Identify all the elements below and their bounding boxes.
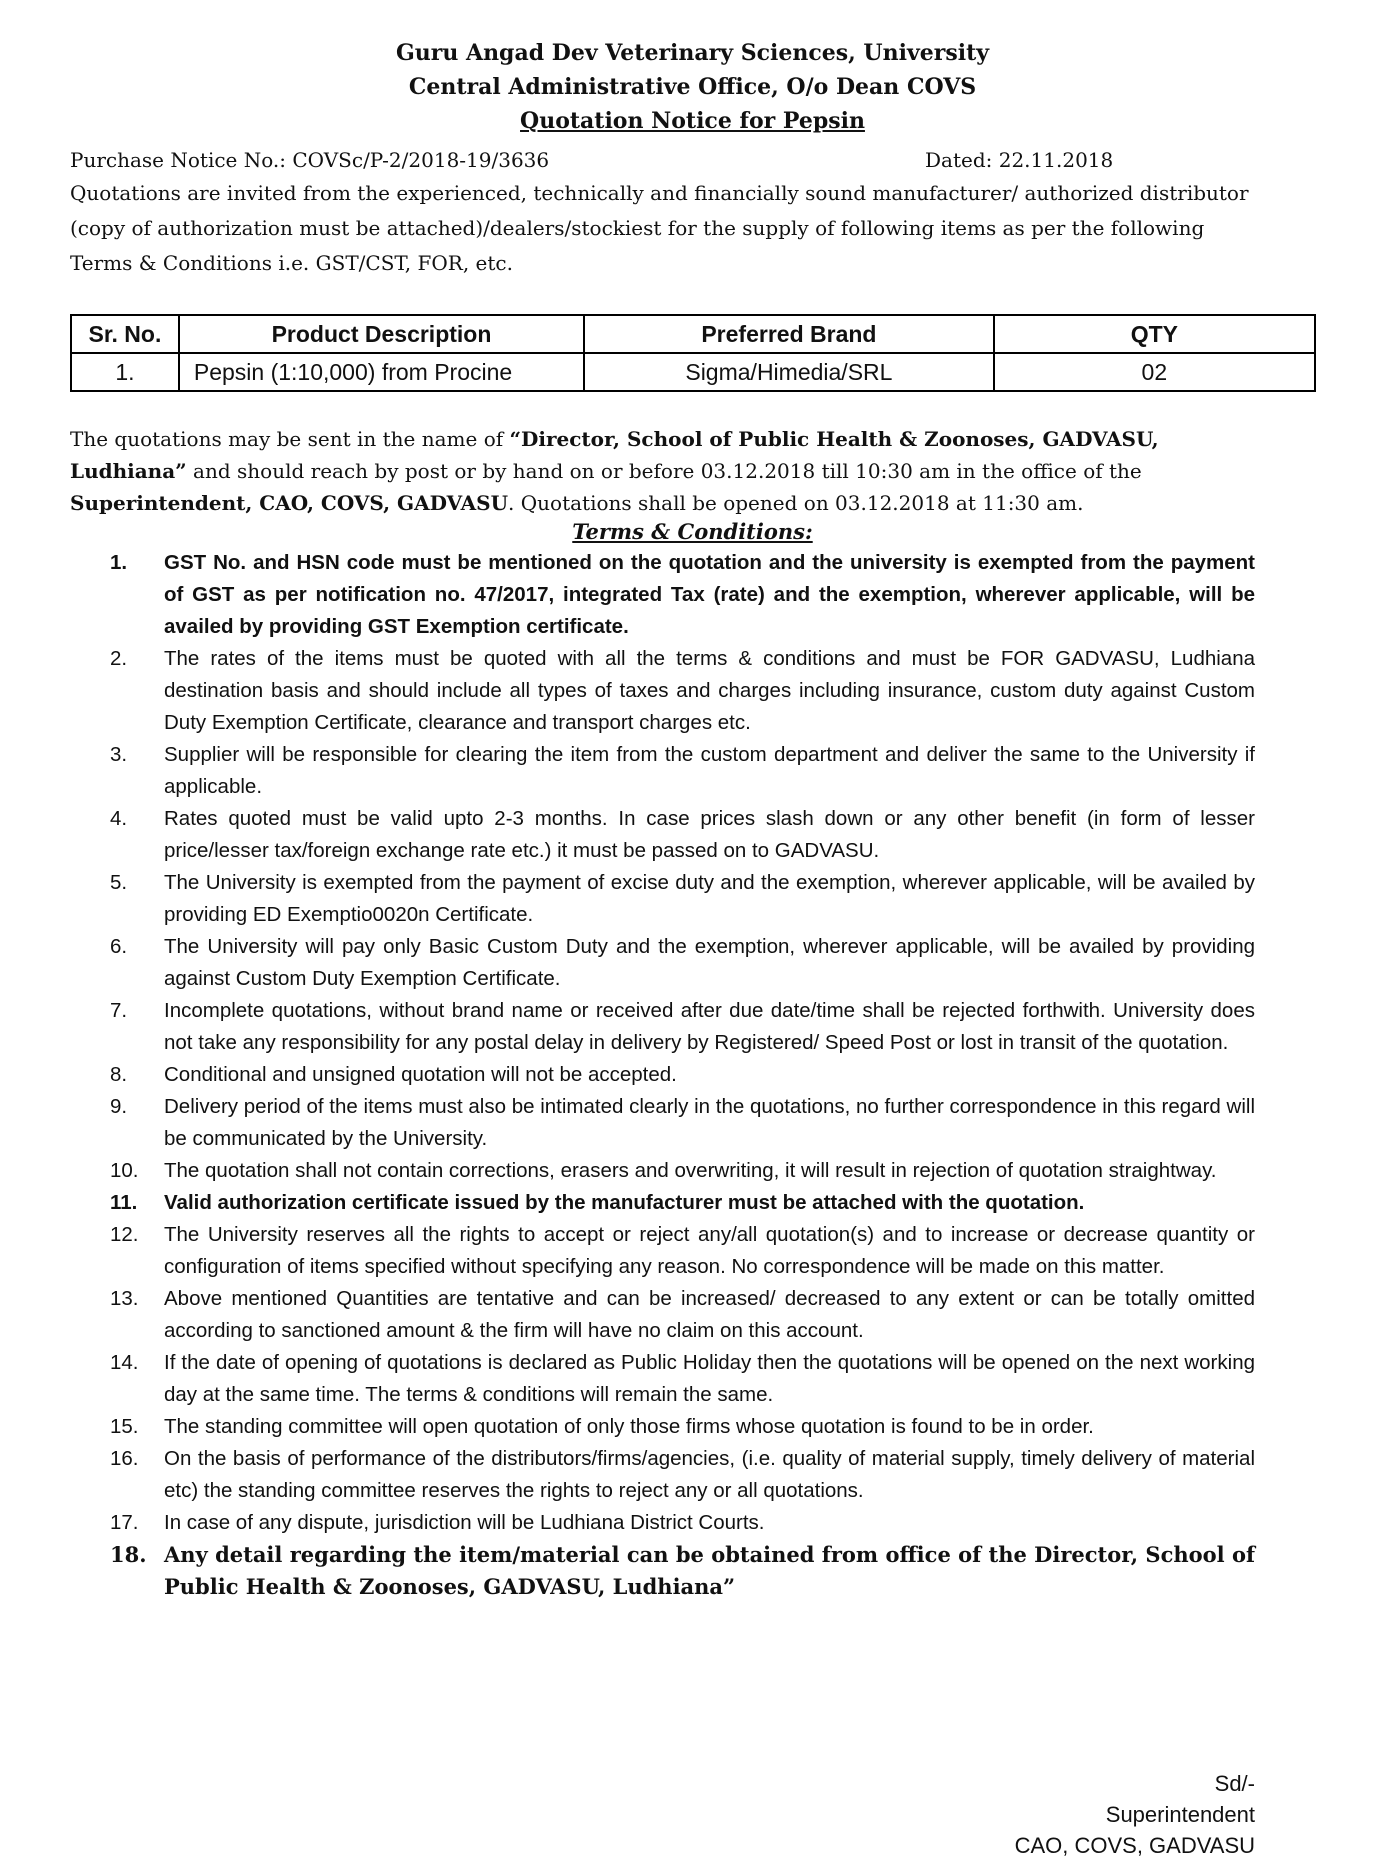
list-item	[110, 1219, 1255, 1283]
term-number: 15.	[110, 1415, 139, 1438]
term-number: 12.	[110, 1223, 139, 1246]
column-header-brand: Preferred Brand	[584, 315, 994, 353]
list-item	[110, 1155, 1255, 1187]
notice-date: Dated: 22.11.2018	[925, 148, 1114, 172]
term-text: The University reserves all the rights to accept or reject any/all quotation(s) and to increase or decrease quantity or configuration of items specified without specifying any reason. No correspondence will be made on this matter.	[164, 1223, 1255, 1278]
term-number: 10.	[110, 1159, 139, 1182]
term-number: 9.	[110, 1095, 128, 1118]
submission-text-1: The quotations may be sent in the name of	[70, 427, 510, 451]
table-row	[71, 353, 1315, 391]
list-item	[110, 1411, 1255, 1443]
column-header-qty: QTY	[994, 315, 1315, 353]
list-item	[110, 643, 1255, 739]
term-number: 1.	[110, 551, 128, 574]
term-text: Incomplete quotations, without brand name or received after due date/time shall be rejected forthwith. University does not take any responsibility for any postal delay in delivery by Registered/ Speed Post or lost in transit of the quotation.	[164, 999, 1255, 1054]
purchase-notice-number: Purchase Notice No.: COVSc/P-2/2018-19/3636	[70, 148, 550, 172]
submission-paragraph	[70, 423, 1260, 519]
terms-title: Terms & Conditions:	[572, 519, 813, 544]
term-number: 8.	[110, 1063, 128, 1086]
list-item	[110, 1283, 1255, 1347]
term-number: 14.	[110, 1351, 139, 1374]
term-text: Delivery period of the items must also be intimated clearly in the quotations, no further correspondence in this regard will be communicated by the University.	[164, 1095, 1255, 1150]
signature-sd: Sd/-	[1214, 1771, 1255, 1796]
term-number: 2.	[110, 647, 128, 670]
table-header-row	[71, 315, 1315, 353]
term-text: The University will pay only Basic Custom Duty and the exemption, wherever applicable, will be availed by providing against Custom Duty Exemption Certificate.	[164, 935, 1255, 990]
signature-block	[1015, 1768, 1255, 1861]
list-item	[110, 803, 1255, 867]
list-item	[110, 739, 1255, 803]
term-text: On the basis of performance of the distributors/firms/agencies, (i.e. quality of material supply, timely delivery of material etc) the standing committee reserves the rights to reject any or all quotations.	[164, 1447, 1255, 1502]
list-item	[110, 995, 1255, 1059]
column-header-description: Product Description	[179, 315, 584, 353]
signature-title: Superintendent	[1105, 1802, 1255, 1827]
term-text: Valid authorization certificate issued by the manufacturer must be attached with the quotation.	[164, 1191, 1085, 1214]
university-name: Guru Angad Dev Veterinary Sciences, University	[395, 40, 990, 66]
cell-sr-no: 1.	[71, 353, 179, 391]
notice-title: Quotation Notice for Pepsin	[520, 108, 865, 134]
terms-list	[110, 547, 1255, 1603]
list-item	[110, 1347, 1255, 1411]
cell-brand: Sigma/Himedia/SRL	[584, 353, 994, 391]
term-number: 4.	[110, 807, 128, 830]
list-item	[110, 1187, 1255, 1219]
cell-qty: 02	[994, 353, 1315, 391]
term-text: Supplier will be responsible for clearing the item from the custom department and deliver the same to the University if applicable.	[164, 743, 1255, 798]
term-number: 18.	[110, 1542, 147, 1567]
list-item	[110, 1507, 1255, 1539]
items-table	[70, 314, 1316, 392]
term-text: Any detail regarding the item/material can be obtained from office of the Director, School of Public Health & Zoonoses, GADVASU, Ludhiana”	[164, 1542, 1255, 1599]
term-number: 13.	[110, 1287, 139, 1310]
list-item	[110, 1539, 1255, 1603]
list-item	[110, 867, 1255, 931]
list-item	[110, 1091, 1255, 1155]
list-item	[110, 931, 1255, 995]
term-text: The quotation shall not contain corrections, erasers and overwriting, it will result in rejection of quotation straightway.	[164, 1159, 1217, 1182]
term-number: 11.	[110, 1191, 138, 1214]
term-text: Above mentioned Quantities are tentative and can be increased/ decreased to any extent or can be totally omitted according to sanctioned amount & the firm will have no claim on this account.	[164, 1287, 1255, 1342]
term-text: The University is exempted from the payment of excise duty and the exemption, wherever applicable, will be availed by providing ED Exemptio0020n Certificate.	[164, 871, 1255, 926]
term-number: 6.	[110, 935, 128, 958]
term-number: 5.	[110, 871, 128, 894]
column-header-sr-no: Sr. No.	[71, 315, 179, 353]
addressee-name: “Director, School of Public Health & Zoonoses, GADVASU, Ludhiana”	[70, 427, 1159, 483]
term-text: The standing committee will open quotation of only those firms whose quotation is found to be in order.	[164, 1415, 1094, 1438]
signature-office: CAO, COVS, GADVASU	[1014, 1833, 1255, 1858]
intro-paragraph: Quotations are invited from the experienced, technically and financially sound manufacturer/ authorized distributor (copy of authorization must be attached)/dealers/stockiest for the supply of following items as per the following Terms & Conditions i.e. GST/CST, FOR, etc.	[70, 181, 1249, 275]
submission-text-2: and should reach by post or by hand on or before 03.12.2018 till 10:30 am in the office of the	[186, 459, 1142, 483]
term-text: The rates of the items must be quoted with all the terms & conditions and must be FOR GADVASU, Ludhiana destination basis and should include all types of taxes and charges including insurance, custom duty against Custom Duty Exemption Certificate, clearance and transport charges etc.	[164, 647, 1255, 734]
submission-text-3: . Quotations shall be opened on 03.12.2018 at 11:30 am.	[508, 491, 1084, 515]
list-item	[110, 1059, 1255, 1091]
list-item	[110, 1443, 1255, 1507]
term-text: Rates quoted must be valid upto 2-3 months. In case prices slash down or any other benefit (in form of lesser price/lesser tax/foreign exchange rate etc.) it must be passed on to GADVASU.	[164, 807, 1255, 862]
term-number: 17.	[110, 1511, 139, 1534]
term-text: GST No. and HSN code must be mentioned on the quotation and the university is exempted from the payment of GST as per notification no. 47/2017, integrated Tax (rate) and the exemption, wherever applicable, will be availed by providing GST Exemption certificate.	[164, 551, 1255, 638]
cell-description: Pepsin (1:10,000) from Procine	[179, 353, 584, 391]
term-text: If the date of opening of quotations is declared as Public Holiday then the quotations will be opened on the next working day at the same time. The terms & conditions will remain the same.	[164, 1351, 1255, 1406]
office-name: Central Administrative Office, O/o Dean COVS	[408, 74, 977, 100]
term-text: Conditional and unsigned quotation will not be accepted.	[164, 1063, 677, 1086]
term-number: 3.	[110, 743, 128, 766]
office-superintendent: Superintendent, CAO, COVS, GADVASU	[70, 491, 509, 515]
term-text: In case of any dispute, jurisdiction will be Ludhiana District Courts.	[164, 1511, 765, 1534]
list-item	[110, 547, 1255, 643]
term-number: 7.	[110, 999, 128, 1022]
term-number: 16.	[110, 1447, 139, 1470]
